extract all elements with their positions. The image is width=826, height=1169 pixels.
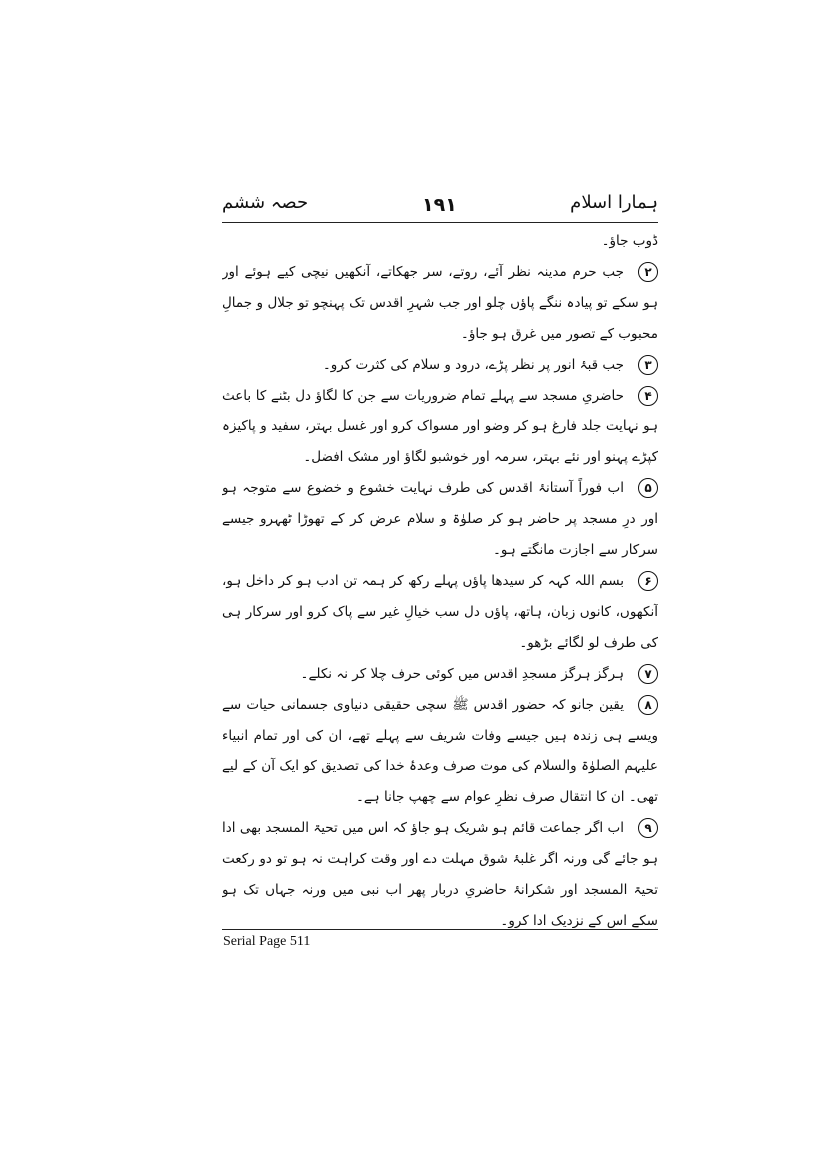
item-text: حاضریِ مسجد سے پہلے تمام ضروریات سے جن کا لگاؤ دل بٹنے کا باعث ہو نہایت جلد فارغ ہو کر وضو اور مسواک کرو اور غسل بہتر، سفید و پاکیزہ کپڑے پہنو اور نئے بہتر، سرمہ اور خوشبو لگاؤ اور مشک افضل۔ xyxy=(222,387,658,466)
list-item xyxy=(222,257,658,350)
item-text: جب حرم مدینہ نظر آئے، روتے، سر جھکاتے، آنکھیں نیچی کیے ہوئے اور ہو سکے تو پیادہ ننگے پاؤں چلو اور جب شہرِ اقدس تک پہنچو تو جلال و جمالِ محبوب کے تصور میں غرق ہو جاؤ۔ xyxy=(222,263,658,342)
page-header xyxy=(222,188,658,222)
intro-line: ڈوب جاؤ۔ xyxy=(601,233,658,249)
list-item xyxy=(222,690,658,814)
part-label: حصہ ششم xyxy=(222,192,309,213)
page-number: ۱۹۱ xyxy=(422,194,457,216)
item-number-badge: ۷ xyxy=(638,664,658,684)
list-item xyxy=(222,659,658,690)
item-number-badge: ۹ xyxy=(638,818,658,838)
book-title: ہمارا اسلام xyxy=(570,192,658,213)
item-number-badge: ۴ xyxy=(638,386,658,406)
item-number-badge: ۳ xyxy=(638,355,658,375)
item-text: اب اگر جماعت قائم ہو شریک ہو جاؤ کہ اس میں تحیۃ المسجد بھی ادا ہو جائے گی ورنہ اگر غلبۂ شوق مہلت دے اور وقت کراہت نہ ہو تو دو رکعت تحیۃ المسجد اور شکرانۂ حاضریِ دربار پھر اب نبی میں ورنہ جہاں تک ہو سکے اس کے نزدیک ادا کرو۔ xyxy=(222,820,658,928)
item-number-badge: ۲ xyxy=(638,262,658,282)
list-item xyxy=(222,381,658,474)
page-body xyxy=(222,226,658,928)
list-item xyxy=(222,473,658,566)
item-text: اب فوراً آستانۂ اقدس کی طرف نہایت خشوع و خضوع سے متوجہ ہو اور درِ مسجد پر حاضر ہو کر صلوٰۃ و سلام عرض کر کے تھوڑا ٹھہرو جیسے سرکار سے اجازت مانگتے ہو۔ xyxy=(222,480,658,559)
list-item xyxy=(222,350,658,381)
list-item xyxy=(222,566,658,659)
item-number-badge: ۵ xyxy=(638,478,658,498)
list-item xyxy=(222,813,658,928)
item-number-badge: ۸ xyxy=(638,695,658,715)
header-divider xyxy=(222,222,658,223)
footer-divider xyxy=(222,929,658,930)
item-text: ہرگز ہرگز مسجدِ اقدس میں کوئی حرف چلا کر نہ نکلے۔ xyxy=(300,665,624,682)
item-number-badge: ۶ xyxy=(638,571,658,591)
item-text: بسم اللہ کہہ کر سیدھا پاؤں پہلے رکھ کر ہمہ تن ادب ہو کر داخل ہو، آنکھوں، کانوں زبان، ہاتھ، پاؤں دل سب خیالِ غیر سے پاک کرو اور سرکار ہی کی طرف لو لگائے بڑھو۔ xyxy=(222,572,658,651)
serial-page-label: Serial Page 511 xyxy=(223,934,311,949)
item-text: یقین جانو کہ حضور اقدس ﷺ سچی حقیقی دنیاوی جسمانی حیات سے ویسے ہی زندہ ہیں جیسے وفات شریف سے پہلے تھے، ان کی اور تمام انبیاء علیہم الصلوٰۃ والسلام کی موت صرف وعدۂ خدا کی تصدیق کو ایک آن کے لیے تھی۔ ان کا انتقال صرف نظرِ عوام سے چھپ جانا ہے۔ xyxy=(222,696,658,806)
item-text: جب قبۂ انور پر نظر پڑے، درود و سلام کی کثرت کرو۔ xyxy=(322,356,624,373)
